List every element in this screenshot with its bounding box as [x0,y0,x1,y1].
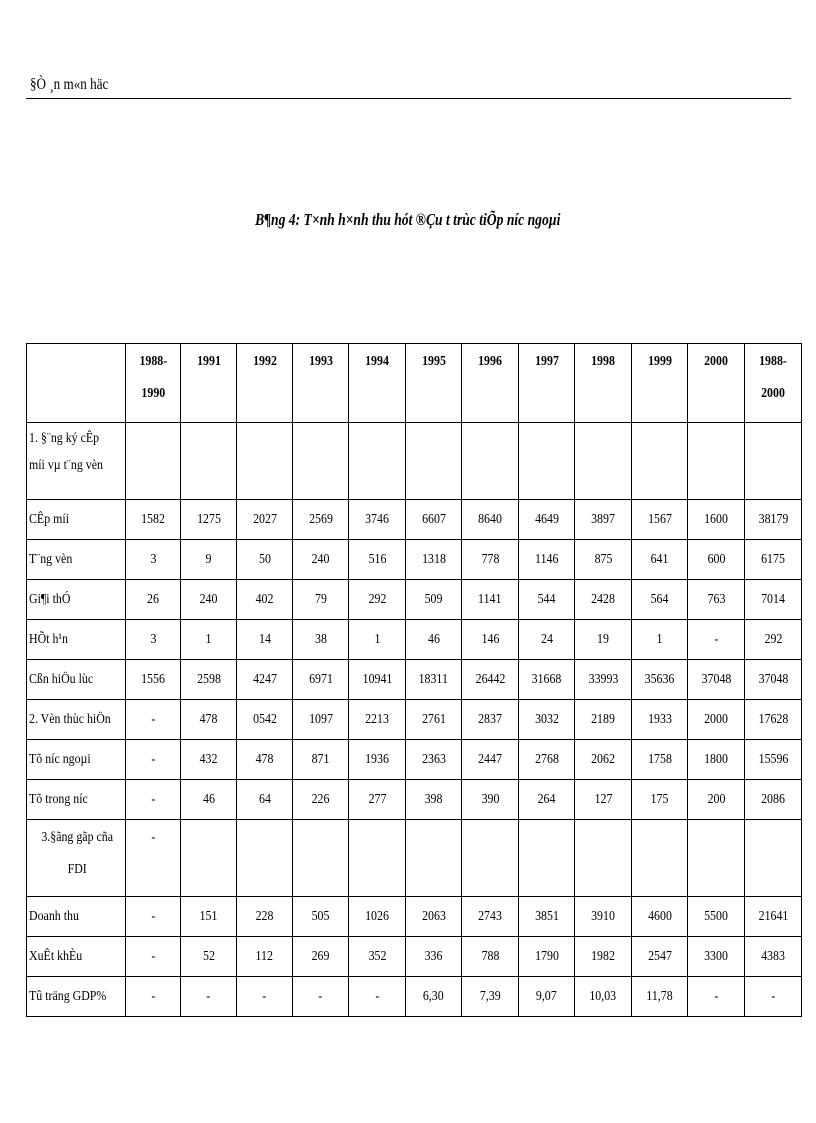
table-cell: 509 [406,580,462,620]
table-cell: 2598 [181,660,237,700]
table-cell: 2743 [462,897,519,937]
table-cell [519,423,575,500]
row-label: Gi¶i thÓ [27,580,126,620]
table-cell: 1556 [126,660,181,700]
table-cell: 31668 [519,660,575,700]
table-cell: 2761 [406,700,462,740]
table-cell: 1 [181,620,237,660]
table-cell: 33993 [575,660,632,700]
table-cell: 2062 [575,740,632,780]
table-cell: 240 [181,580,237,620]
header-cell-year: 1996 [462,344,519,423]
table-cell: 4247 [237,660,293,700]
table-cell: 1936 [349,740,406,780]
table-row [27,620,802,660]
table-cell: 112 [237,937,293,977]
table-cell: 352 [349,937,406,977]
table-cell: 2363 [406,740,462,780]
table-row [27,580,802,620]
table-cell: 1800 [688,740,745,780]
table-cell [688,820,745,897]
table-cell: 127 [575,780,632,820]
table-title-text: B¶ng 4: T×nh h×nh thu hót ®Çu t trùc tiÕp níc ngoµi [255,210,561,229]
table-cell: 64 [237,780,293,820]
table-cell: 871 [293,740,349,780]
table-row [27,780,802,820]
row-label: CÊp míi [27,500,126,540]
header-cell-year: 1992 [237,344,293,423]
header-rule [26,98,791,99]
table-cell: - [181,977,237,1017]
table-cell [126,423,181,500]
header-cell-year: 1999 [632,344,688,423]
table-cell: 6607 [406,500,462,540]
table-cell: 8640 [462,500,519,540]
table-cell: 10941 [349,660,406,700]
table-cell: 46 [406,620,462,660]
table-cell: 2837 [462,700,519,740]
table-cell [293,820,349,897]
table-cell: 505 [293,897,349,937]
table-cell: 4383 [745,937,802,977]
table-cell: 52 [181,937,237,977]
table-cell [462,820,519,897]
table-cell: 292 [349,580,406,620]
table-cell: 390 [462,780,519,820]
table-cell: 0542 [237,700,293,740]
table-cell: 26 [126,580,181,620]
table-cell: 11,78 [632,977,688,1017]
table-cell: 9 [181,540,237,580]
table-cell: 1275 [181,500,237,540]
table-cell: 277 [349,780,406,820]
table-row [27,423,802,500]
row-label: Cßn hiÖu lùc [27,660,126,700]
table-cell: - [237,977,293,1017]
table-cell: 146 [462,620,519,660]
row-label: Tõ níc ngoµi [27,740,126,780]
table-cell: 4600 [632,897,688,937]
table-cell: 200 [688,780,745,820]
table-cell: 1 [632,620,688,660]
table-cell: 2213 [349,700,406,740]
table-cell: 3897 [575,500,632,540]
table-cell [745,820,802,897]
table-cell: 3032 [519,700,575,740]
table-cell: 79 [293,580,349,620]
header-cell-blank [27,344,126,423]
table-cell: 1758 [632,740,688,780]
table-cell [575,423,632,500]
table-cell [745,423,802,500]
table-cell: 564 [632,580,688,620]
table-cell: 763 [688,580,745,620]
table-cell [519,820,575,897]
table-cell: 37048 [688,660,745,700]
table-cell: 788 [462,937,519,977]
header-cell-year: 1994 [349,344,406,423]
table-cell: 1 [349,620,406,660]
table-cell: 50 [237,540,293,580]
table-cell: 228 [237,897,293,937]
table-cell: 15596 [745,740,802,780]
row-label: HÕt h¹n [27,620,126,660]
table-cell: 1097 [293,700,349,740]
row-label: 3.§ãng gãp cña FDI [27,820,126,897]
table-cell: 46 [181,780,237,820]
table-cell [462,423,519,500]
table-cell: - [126,780,181,820]
table-cell: 6175 [745,540,802,580]
table-row [27,500,802,540]
table-cell: 2000 [688,700,745,740]
table-cell: 1790 [519,937,575,977]
table-cell [632,423,688,500]
table-cell [688,423,745,500]
row-label: Doanh thu [27,897,126,937]
table-cell: 19 [575,620,632,660]
row-label: XuÊt khÈu [27,937,126,977]
table-cell: 3300 [688,937,745,977]
header-cell-year: 1993 [293,344,349,423]
table-cell: 175 [632,780,688,820]
table-cell: - [688,620,745,660]
table-cell: 10,03 [575,977,632,1017]
table-cell: 600 [688,540,745,580]
table-cell: 641 [632,540,688,580]
table-cell: 3746 [349,500,406,540]
row-label: 1. §¨ng ký cÊp míi vµ t¨ng vèn [27,423,126,500]
table-row [27,977,802,1017]
table-cell [237,820,293,897]
table-cell: - [126,897,181,937]
header-cell-year: 1995 [406,344,462,423]
table-cell: 3910 [575,897,632,937]
table-cell: 544 [519,580,575,620]
table-cell [406,423,462,500]
table-cell: - [126,740,181,780]
table-row [27,740,802,780]
fdi-table [26,343,802,1017]
table-cell: 1318 [406,540,462,580]
table-cell: - [126,700,181,740]
table-cell: 18311 [406,660,462,700]
table-cell: 24 [519,620,575,660]
table-cell [237,423,293,500]
table-cell: 2569 [293,500,349,540]
table-cell: 38 [293,620,349,660]
table-cell: 292 [745,620,802,660]
table-cell: - [688,977,745,1017]
row-label: Tõ trong níc [27,780,126,820]
table-cell [575,820,632,897]
table-cell: 2547 [632,937,688,977]
table-cell: 3 [126,620,181,660]
table-cell: 6971 [293,660,349,700]
table-cell: 5500 [688,897,745,937]
table-cell: 2027 [237,500,293,540]
page-header: §Ò ¸n m«n häc [30,76,109,93]
header-cell-year: 1988-2000 [745,344,802,423]
table-cell: 4649 [519,500,575,540]
table-cell: 151 [181,897,237,937]
table-cell: 478 [237,740,293,780]
table-cell: 432 [181,740,237,780]
table-cell: 1933 [632,700,688,740]
table-cell: 38179 [745,500,802,540]
table-cell: 2189 [575,700,632,740]
header-cell-year: 2000 [688,344,745,423]
table-cell: 264 [519,780,575,820]
table-cell: 2768 [519,740,575,780]
header-cell-year: 1991 [181,344,237,423]
table-cell: 37048 [745,660,802,700]
table-cell: 2086 [745,780,802,820]
table-cell: 516 [349,540,406,580]
table-cell: - [126,820,181,897]
table-cell [181,423,237,500]
table-row [27,700,802,740]
table-cell: 2447 [462,740,519,780]
table-cell: 2063 [406,897,462,937]
table-cell [181,820,237,897]
table-cell [349,820,406,897]
table-cell: 17628 [745,700,802,740]
row-label: T¨ng vèn [27,540,126,580]
table-cell: 1146 [519,540,575,580]
table-cell: - [126,977,181,1017]
table-cell: 1582 [126,500,181,540]
table-cell [349,423,406,500]
table-title [0,210,816,230]
table-cell: 9,07 [519,977,575,1017]
table-cell: - [349,977,406,1017]
table-cell: 21641 [745,897,802,937]
table-cell: 7,39 [462,977,519,1017]
table-cell: 778 [462,540,519,580]
table-cell: 6,30 [406,977,462,1017]
table-cell: 402 [237,580,293,620]
table-cell: 875 [575,540,632,580]
table-cell: - [293,977,349,1017]
row-label: Tû träng GDP% [27,977,126,1017]
table-cell: 336 [406,937,462,977]
table-cell: 1567 [632,500,688,540]
table-row [27,540,802,580]
table-cell: 1141 [462,580,519,620]
table-cell [293,423,349,500]
table-cell: 7014 [745,580,802,620]
table-cell: 1026 [349,897,406,937]
table-header-row [27,344,802,423]
table-cell: 1982 [575,937,632,977]
table-cell: - [126,937,181,977]
table-row [27,820,802,897]
table-cell: 35636 [632,660,688,700]
header-cell-year: 1998 [575,344,632,423]
table-row [27,660,802,700]
table-row [27,937,802,977]
table-cell: 26442 [462,660,519,700]
table-cell: 1600 [688,500,745,540]
table-cell: 226 [293,780,349,820]
table-cell: 14 [237,620,293,660]
table-cell: 3851 [519,897,575,937]
table-cell: 2428 [575,580,632,620]
table-cell: 240 [293,540,349,580]
table-row [27,897,802,937]
header-cell-year: 1988- 1990 [126,344,181,423]
table-cell: 3 [126,540,181,580]
table-cell: 478 [181,700,237,740]
table-cell: - [745,977,802,1017]
header-cell-year: 1997 [519,344,575,423]
table-cell: 269 [293,937,349,977]
table-cell [632,820,688,897]
table-cell: 398 [406,780,462,820]
table-cell [406,820,462,897]
row-label: 2. Vèn thùc hiÖn [27,700,126,740]
